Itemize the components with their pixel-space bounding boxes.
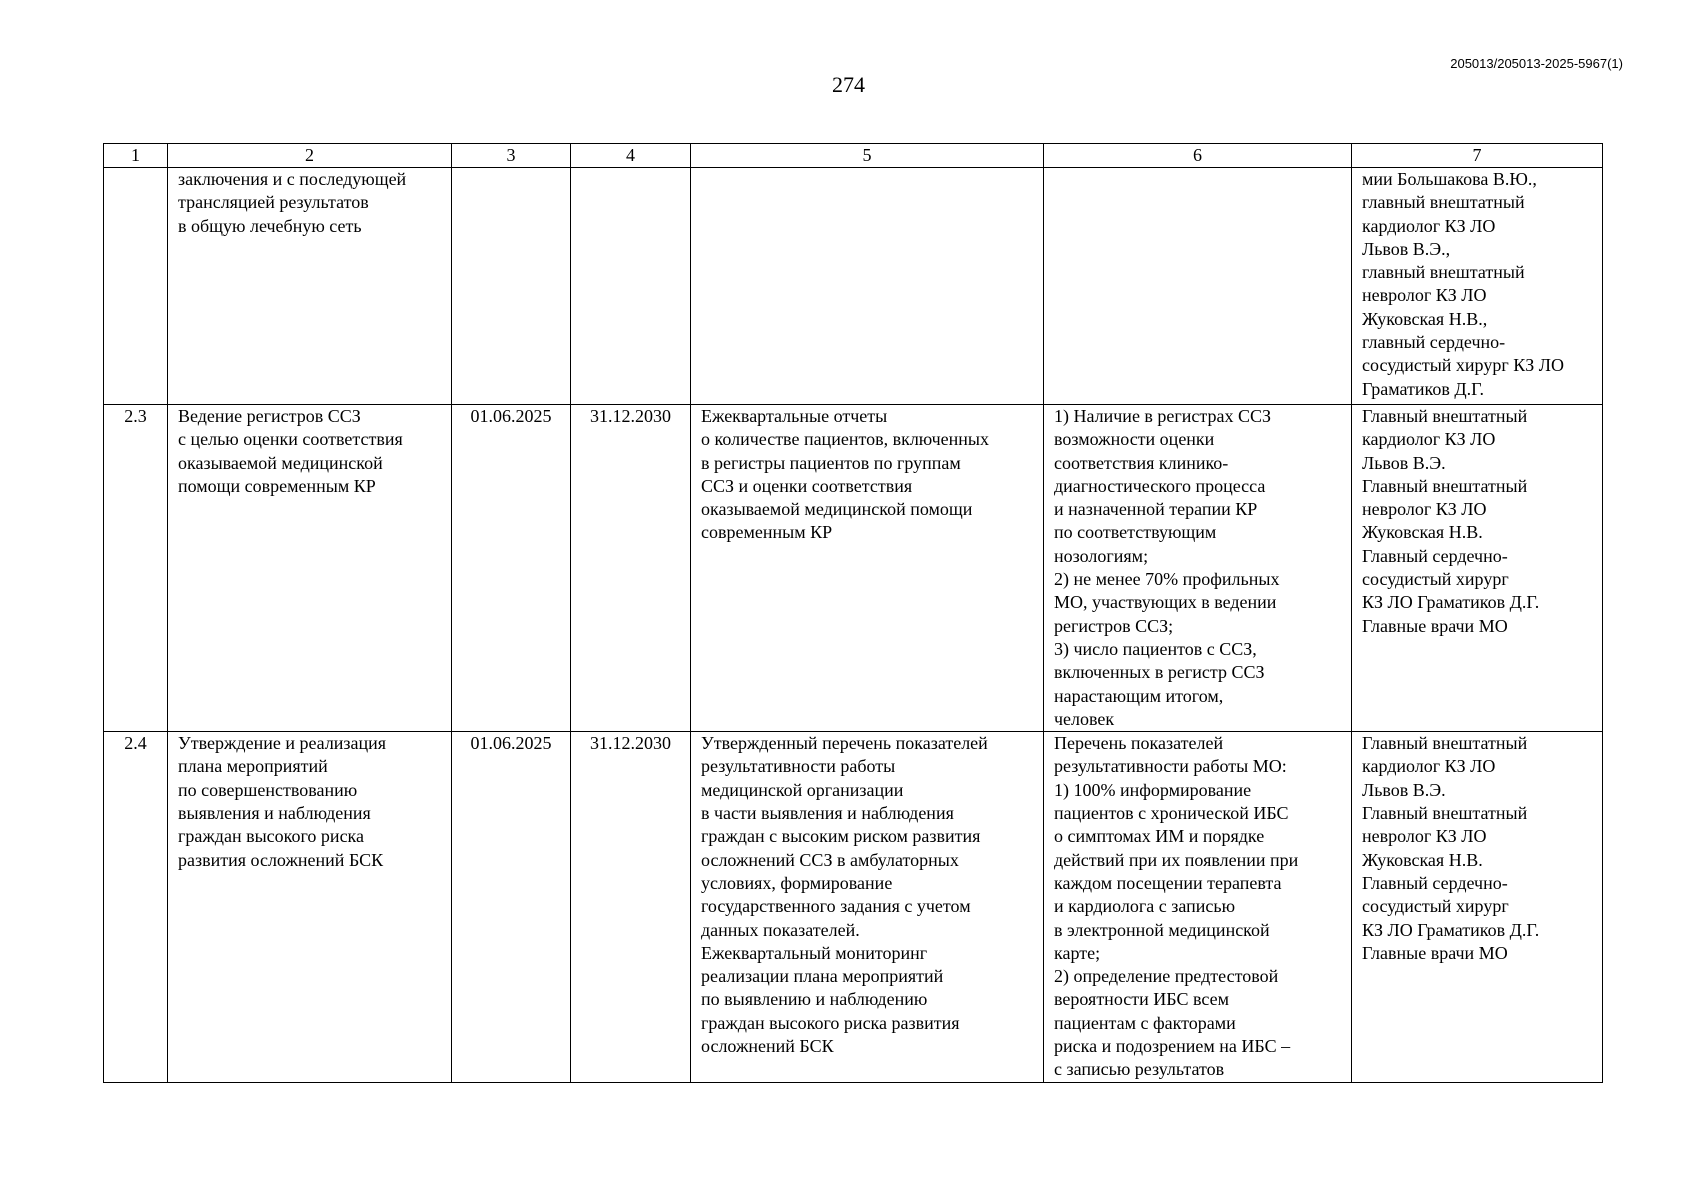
- indicator-cell: Перечень показателей результативности работы МО: 1) 100% информирование пациентов с хронической ИБС о симптомах ИМ и порядке действий при их появлении при каждом посещении терапевта и кардиолога с записью в электронной медицинской карте; 2) определение предтестовой вероятности ИБС всем пациентам с факторами риска и подозрением на ИБС – с записью результатов: [1044, 732, 1352, 1082]
- end-date-cell: 31.12.2030: [571, 405, 691, 732]
- measure-cell: заключения и с последующей трансляцией результатов в общую лечебную сеть: [168, 168, 452, 405]
- end-date-cell: 31.12.2030: [571, 732, 691, 1082]
- page-number: 274: [832, 72, 865, 97]
- table-row: [104, 168, 1603, 405]
- measures-table: [103, 143, 1603, 1083]
- column-number-row: [104, 144, 1603, 168]
- measure-cell: Ведение регистров ССЗ с целью оценки соответствия оказываемой медицинской помощи современным КР: [168, 405, 452, 732]
- responsible-cell: Главный внештатный кардиолог КЗ ЛО Львов В.Э. Главный внештатный невролог КЗ ЛО Жуковская Н.В. Главный сердечно- сосудистый хирург КЗ ЛО Граматиков Д.Г. Главные врачи МО: [1352, 732, 1603, 1082]
- result-cell: Ежеквартальные отчеты о количестве пациентов, включенных в регистры пациентов по группам ССЗ и оценки соответствия оказываемой медицинской помощи современным КР: [691, 405, 1044, 732]
- column-number: 2: [168, 144, 452, 168]
- row-number-cell: 2.3: [104, 405, 168, 732]
- column-number: 3: [452, 144, 571, 168]
- responsible-cell: мии Большакова В.Ю., главный внештатный кардиолог КЗ ЛО Львов В.Э., главный внештатный невролог КЗ ЛО Жуковская Н.В., главный сердечно- сосудистый хирург КЗ ЛО Граматиков Д.Г.: [1352, 168, 1603, 405]
- row-number-cell: 2.4: [104, 732, 168, 1082]
- responsible-cell: Главный внештатный кардиолог КЗ ЛО Львов В.Э. Главный внештатный невролог КЗ ЛО Жуковская Н.В. Главный сердечно- сосудистый хирург КЗ ЛО Граматиков Д.Г. Главные врачи МО: [1352, 405, 1603, 732]
- end-date-cell: [571, 168, 691, 405]
- table-row: [104, 405, 1603, 732]
- column-number: 6: [1044, 144, 1352, 168]
- document-code: 205013/205013-2025-5967(1): [1450, 56, 1623, 71]
- start-date-cell: 01.06.2025: [452, 732, 571, 1082]
- column-number: 4: [571, 144, 691, 168]
- indicator-cell: [1044, 168, 1352, 405]
- measure-cell: Утверждение и реализация плана мероприятий по совершенствованию выявления и наблюдения граждан высокого риска развития осложнений БСК: [168, 732, 452, 1082]
- start-date-cell: 01.06.2025: [452, 405, 571, 732]
- result-cell: [691, 168, 1044, 405]
- start-date-cell: [452, 168, 571, 405]
- column-number: 5: [691, 144, 1044, 168]
- table-row: [104, 732, 1603, 1082]
- row-number-cell: [104, 168, 168, 405]
- column-number: 1: [104, 144, 168, 168]
- result-cell: Утвержденный перечень показателей результативности работы медицинской организации в части выявления и наблюдения граждан с высоким риском развития осложнений ССЗ в амбулаторных условиях, формирование государственного задания с учетом данных показателей. Ежеквартальный мониторинг реализации плана мероприятий по выявлению и наблюдению граждан высокого риска развития осложнений БСК: [691, 732, 1044, 1082]
- indicator-cell: 1) Наличие в регистрах ССЗ возможности оценки соответствия клинико- диагностического процесса и назначенной терапии КР по соответствующим нозологиям; 2) не менее 70% профильных МО, участвующих в ведении регистров ССЗ; 3) число пациентов с ССЗ, включенных в регистр ССЗ нарастающим итогом, человек: [1044, 405, 1352, 732]
- column-number: 7: [1352, 144, 1603, 168]
